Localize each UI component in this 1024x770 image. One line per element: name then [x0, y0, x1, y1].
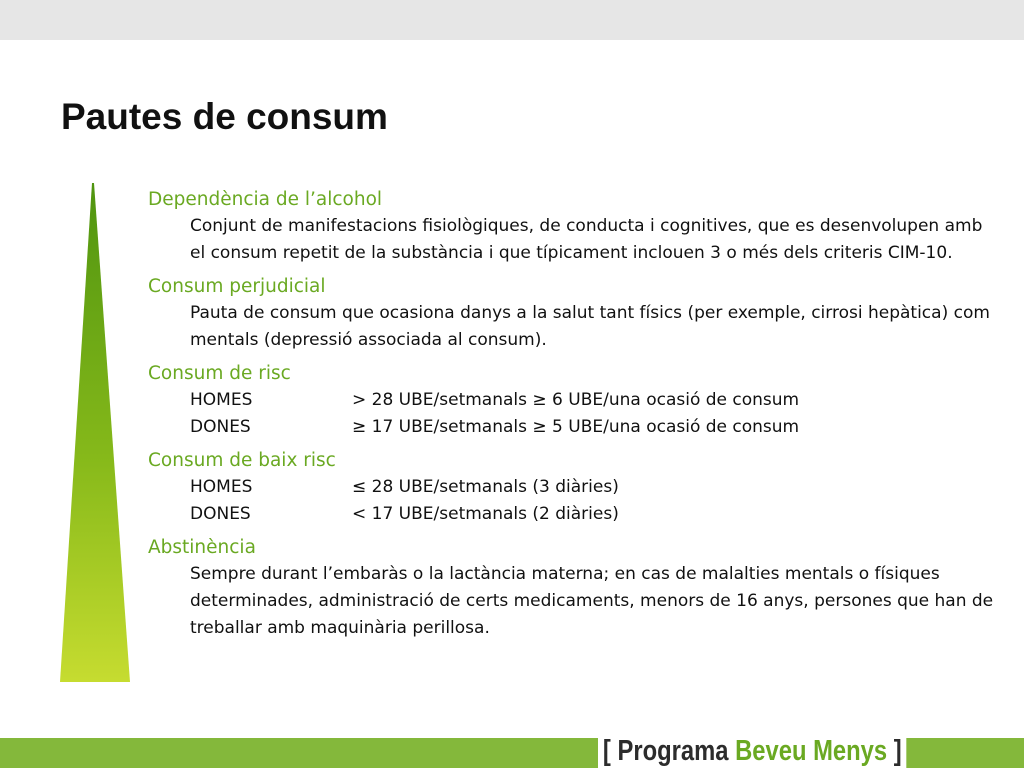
threshold-row	[190, 387, 998, 414]
page-title: Pautes de consum	[61, 96, 388, 137]
gender-label: DONES	[190, 417, 251, 437]
gender-label: HOMES	[190, 390, 253, 410]
program-brand-logo	[598, 733, 907, 768]
section-dependence	[148, 186, 998, 267]
bracket-open: [	[602, 735, 611, 767]
severity-triangle	[60, 183, 130, 682]
definitions-list	[148, 186, 998, 648]
section-heading: Consum perjudicial	[148, 276, 326, 297]
threshold-value: < 17 UBE/setmanals (2 diàries)	[352, 504, 619, 524]
brand-word-beveu-menys: Beveu Menys	[735, 735, 888, 767]
brand-word-programa: Programa	[617, 735, 729, 767]
threshold-row	[190, 414, 998, 441]
bracket-close: ]	[893, 735, 902, 767]
section-risk-use	[148, 360, 998, 441]
section-description: Pauta de consum que ocasiona danys a la salut tant físics (per exemple, cirrosi hepàtica) com mentals (depressió associada al consum).	[190, 303, 990, 350]
section-low-risk-use	[148, 447, 998, 528]
top-bar	[0, 0, 1024, 40]
section-heading: Abstinència	[148, 537, 256, 558]
threshold-row	[190, 501, 998, 528]
threshold-row	[190, 474, 998, 501]
threshold-value: > 28 UBE/setmanals ≥ 6 UBE/una ocasió de consum	[352, 390, 800, 410]
threshold-value: ≤ 28 UBE/setmanals (3 diàries)	[352, 477, 619, 497]
section-harmful-use	[148, 273, 998, 354]
section-heading: Consum de baix risc	[148, 450, 336, 471]
section-description: Sempre durant l’embaràs o la lactància materna; en cas de malalties mentals o físiques determinades, administració de certs medicaments, menors de 16 anys, persones que han de treballar amb maquinària perillosa.	[190, 564, 994, 638]
section-abstinence	[148, 534, 998, 642]
section-description: Conjunt de manifestacions fisiològiques, de conducta i cognitives, que es desenvolupen amb el consum repetit de la substància i que típicament inclouen 3 o més dels criteris CIM-10.	[190, 216, 983, 263]
section-heading: Dependència de l’alcohol	[148, 189, 383, 210]
section-heading: Consum de risc	[148, 363, 291, 384]
gender-label: DONES	[190, 504, 251, 524]
threshold-value: ≥ 17 UBE/setmanals ≥ 5 UBE/una ocasió de consum	[352, 417, 800, 437]
gender-label: HOMES	[190, 477, 253, 497]
